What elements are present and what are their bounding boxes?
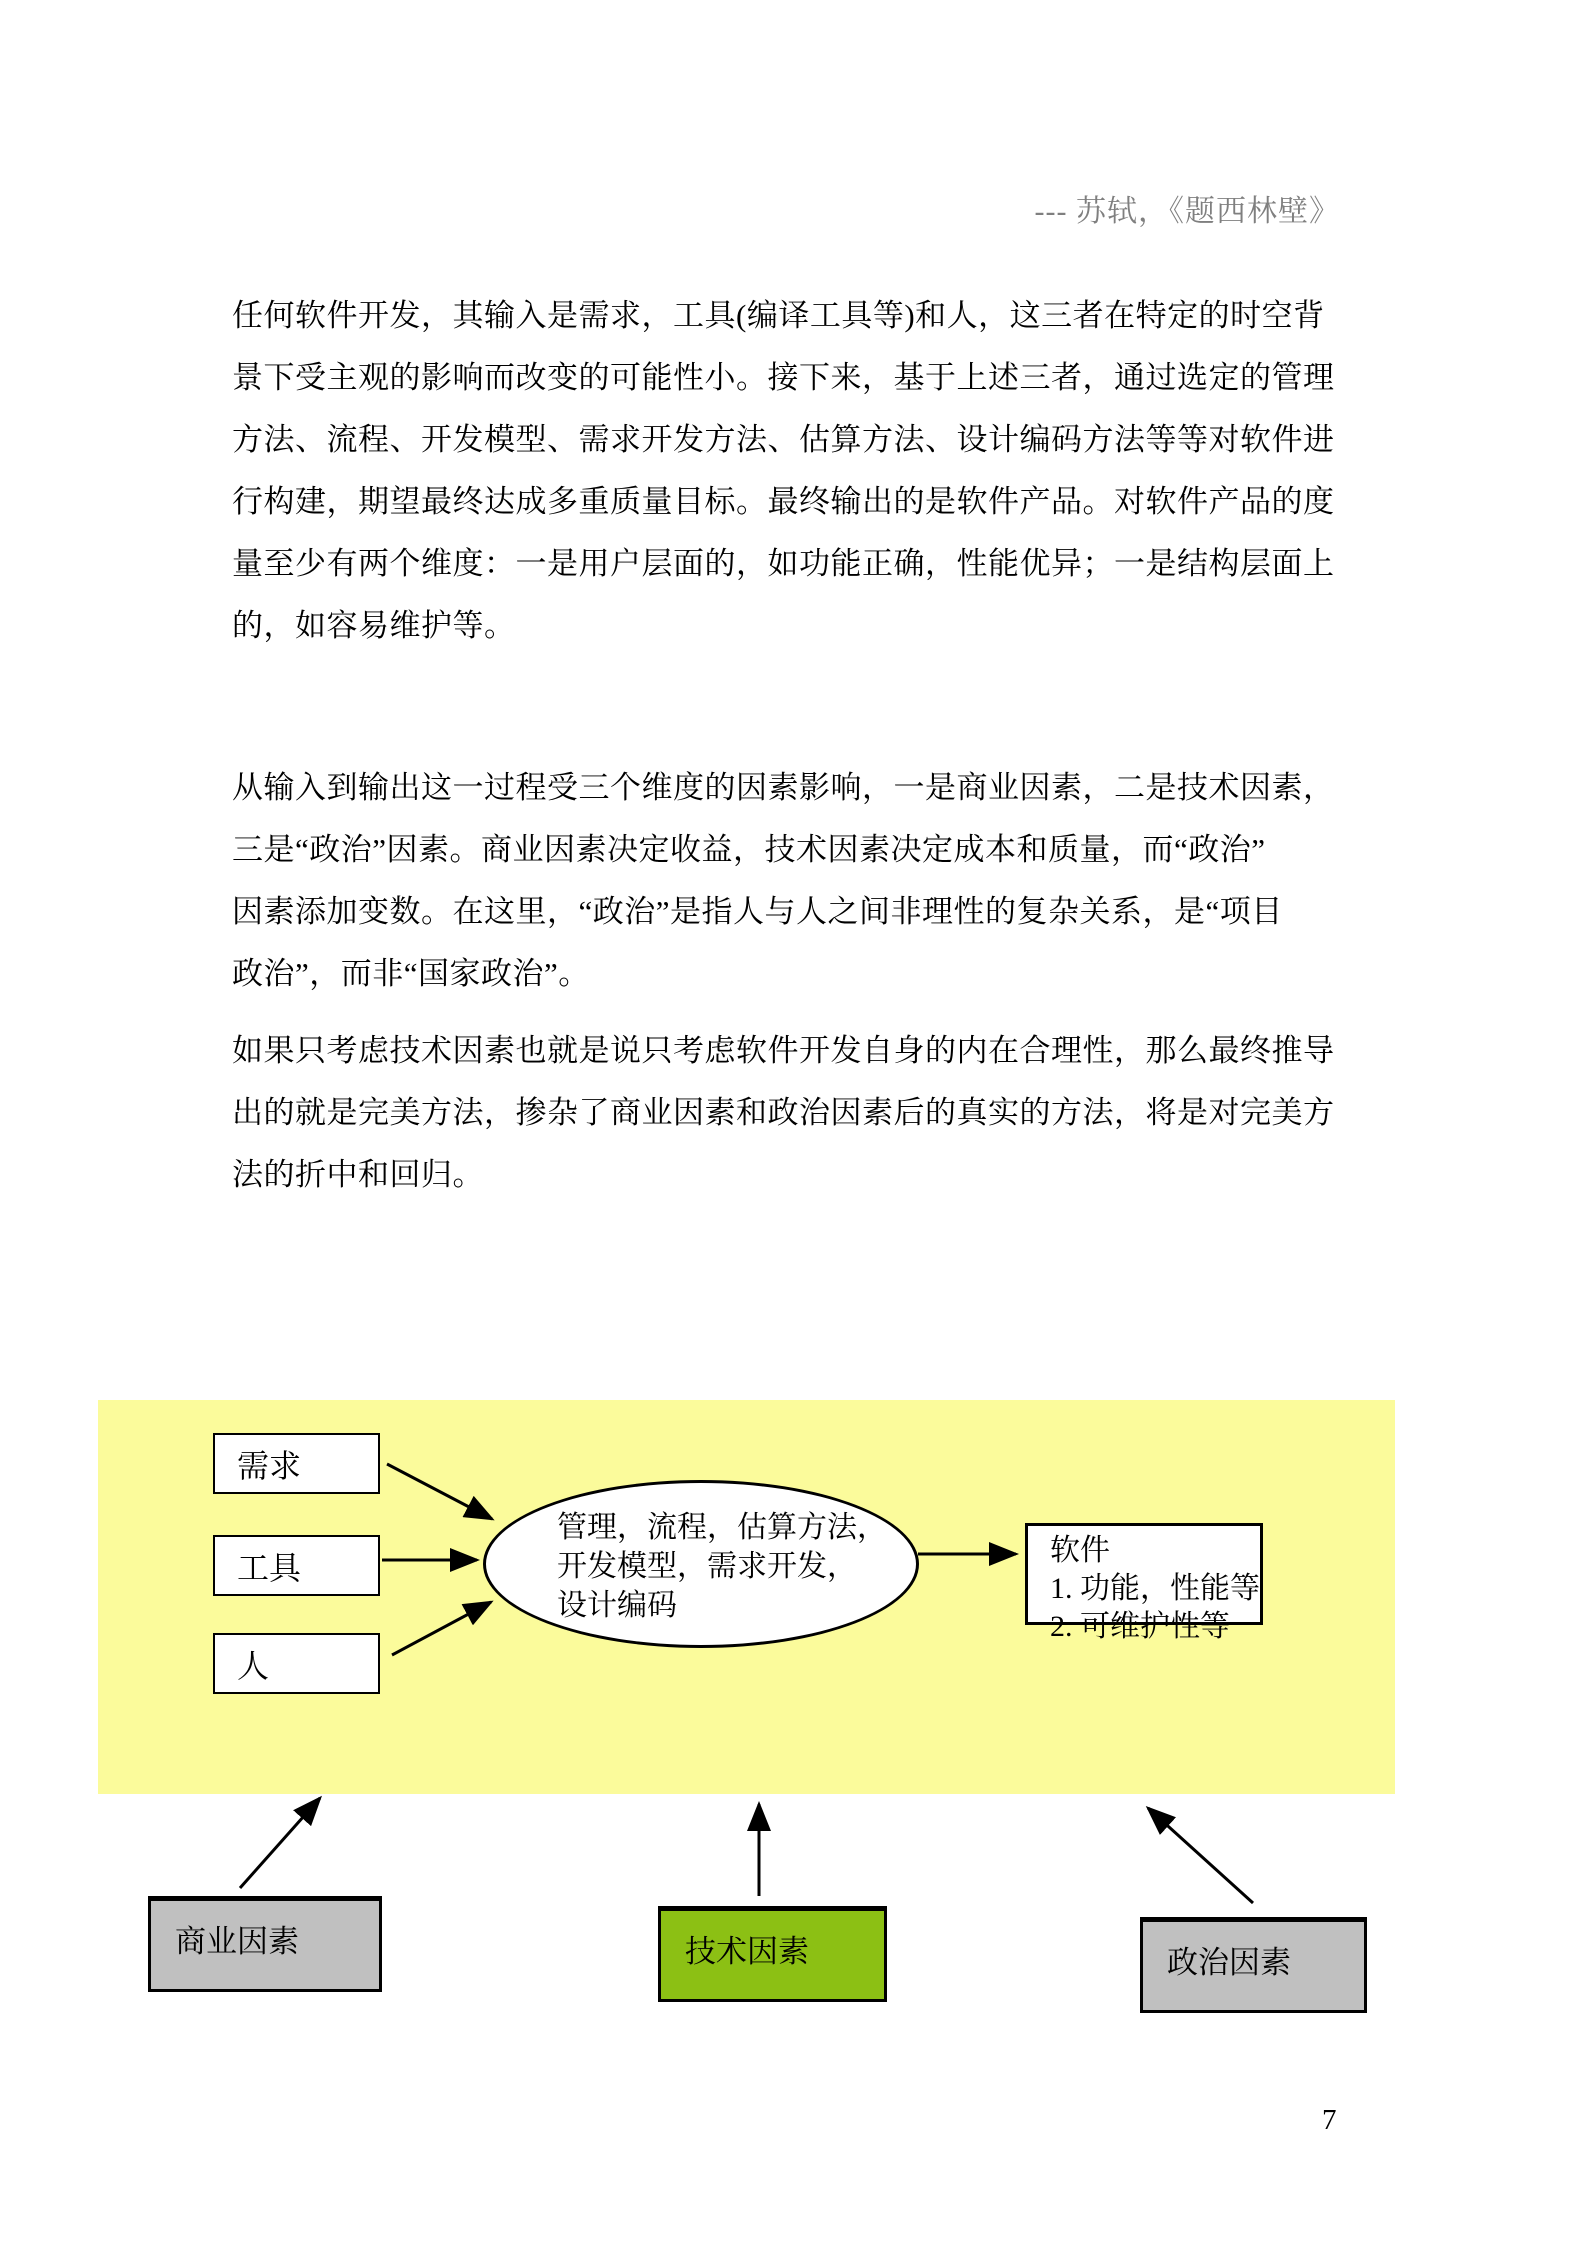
input-box-requirements-label: 需求 <box>237 1447 302 1484</box>
output-box-software <box>1025 1523 1263 1643</box>
factor-box-business-label: 商业因素 <box>175 1924 299 1959</box>
text-line: 出的就是完美方法，掺杂了商业因素和政治因素后的真实的方法，将是对完美方 <box>232 1095 1335 1130</box>
factor-box-technical-label: 技术因素 <box>685 1934 809 1969</box>
factor-box-business <box>148 1896 382 1992</box>
text-line: 管理，流程，估算方法， <box>557 1511 887 1544</box>
text-line: 开发模型，需求开发， <box>557 1550 857 1583</box>
factor-box-technical <box>658 1906 887 2002</box>
text-line: 如果只考虑技术因素也就是说只考虑软件开发自身的内在合理性，那么最终推导 <box>232 1033 1335 1068</box>
input-box-tools <box>213 1535 380 1596</box>
factor-box-political-label: 政治因素 <box>1167 1945 1291 1980</box>
input-box-tools-label: 工具 <box>237 1549 302 1586</box>
text-line: 三是“政治”因素。商业因素决定收益，技术因素决定成本和质量，而“政治” <box>232 832 1266 867</box>
text-line: 2. 可维护性等 <box>1050 1610 1230 1643</box>
arrow-business-to-panel <box>240 1798 320 1888</box>
factor-box-political <box>1140 1917 1367 2013</box>
process-ellipse-text <box>557 1508 887 1625</box>
text-line: 行构建，期望最终达成多重质量目标。最终输出的是软件产品。对软件产品的度 <box>232 484 1335 519</box>
paragraph-inputs-outputs <box>232 285 1367 657</box>
input-box-requirements <box>213 1433 380 1494</box>
text-line: 因素添加变数。在这里，“政治”是指人与人之间非理性的复杂关系，是“项目 <box>232 894 1283 929</box>
text-line: 的，如容易维护等。 <box>232 608 516 643</box>
input-box-people-label: 人 <box>237 1647 270 1684</box>
text-line: 景下受主观的影响而改变的可能性小。接下来，基于上述三者，通过选定的管理 <box>232 360 1335 395</box>
text-line: 法的折中和回归。 <box>232 1157 484 1192</box>
paragraph-perfect-method <box>232 1020 1367 1206</box>
text-line: 1. 功能，性能等 <box>1050 1572 1260 1605</box>
page-number: 7 <box>1322 2104 1337 2136</box>
text-line: 设计编码 <box>557 1589 677 1622</box>
paragraph-three-factors <box>232 757 1367 1005</box>
text-line: 政治”，而非“国家政治”。 <box>232 956 590 991</box>
input-box-people <box>213 1633 380 1694</box>
text-line: 方法、流程、开发模型、需求开发方法、估算方法、设计编码方法等等对软件进 <box>232 422 1335 457</box>
text-line: 软件 <box>1050 1534 1110 1567</box>
text-line: 量至少有两个维度：一是用户层面的，如功能正确，性能优异；一是结构层面上 <box>232 546 1335 581</box>
attribution-quote: --- 苏轼，《题西林壁》 <box>1034 195 1340 228</box>
arrow-political-to-panel <box>1148 1808 1253 1903</box>
text-line: 任何软件开发，其输入是需求，工具(编译工具等)和人，这三者在特定的时空背 <box>232 298 1325 333</box>
text-line: 从输入到输出这一过程受三个维度的因素影响，一是商业因素，二是技术因素， <box>232 770 1335 805</box>
